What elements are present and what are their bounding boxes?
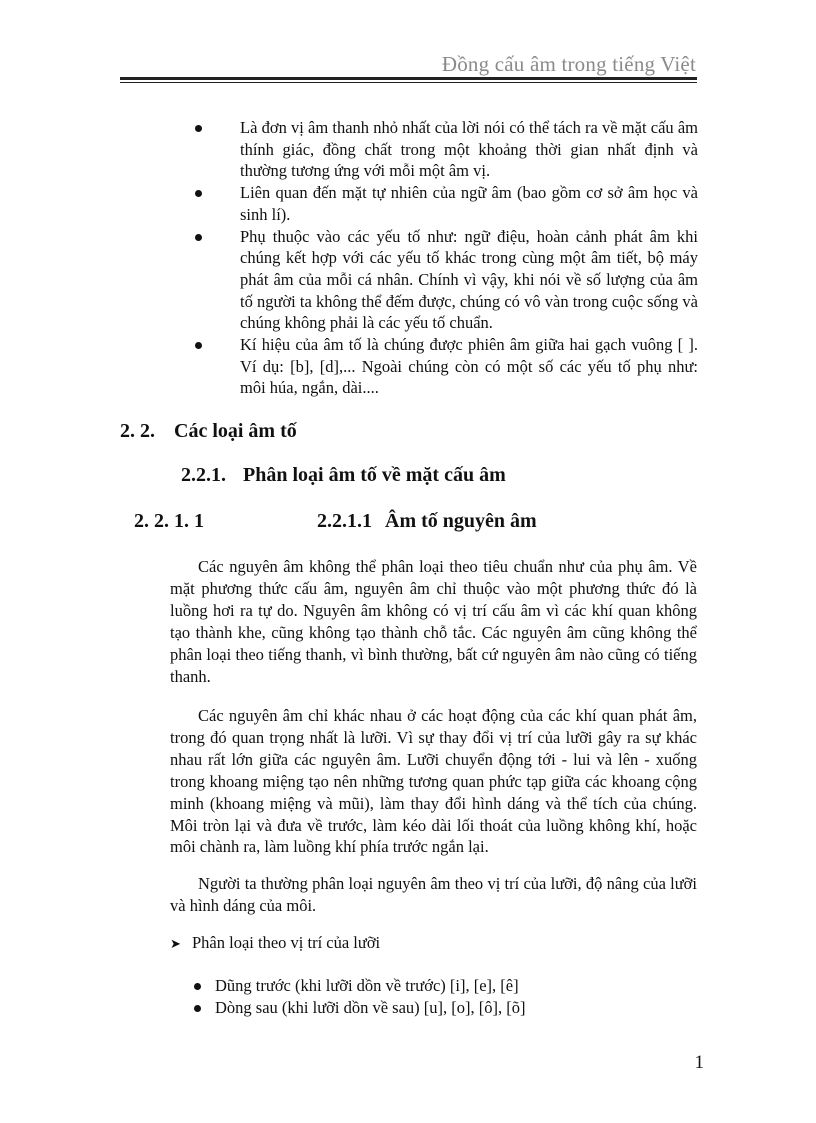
header-rule-thick [120, 77, 697, 80]
page-number: 1 [694, 1052, 704, 1073]
list-item: Liên quan đến mặt tự nhiên của ngữ âm (bao gồm cơ sở âm học và sinh lí). [216, 182, 698, 225]
list-item: Dũng trước (khi lưỡi dồn về trước) [i], [e], [ê] [194, 975, 525, 997]
section-heading-2-2 [120, 420, 297, 443]
section-number: 2.2.1. [181, 464, 226, 486]
bullet-dot-icon [194, 1005, 201, 1012]
arrow-right-icon: ➤ [170, 936, 181, 951]
bullet-dot-icon [194, 983, 201, 990]
tongue-position-list [194, 975, 525, 1019]
list-item: Phụ thuộc vào các yếu tố như: ngữ điệu, hoàn cảnh phát âm khi chúng kết hợp với các yếu tố khác trong cùng một âm tiết, bộ máy phát âm của mỗi cá nhân. Chính vì vậy, khi nói về số lượng của âm tố người ta không thể đếm được, chúng có vô vàn trong cuộc sống và chúng không phải là các yếu tố chuẩn. [216, 226, 698, 335]
running-header-title: Đồng cấu âm trong tiếng Việt [441, 52, 696, 76]
bullet-dot-icon [195, 234, 202, 241]
section-number: 2. 2. 1. 1 [134, 510, 204, 532]
section-number: 2. 2. [120, 420, 155, 442]
header-rule-thin [120, 82, 697, 83]
list-item: Là đơn vị âm thanh nhỏ nhất của lời nói có thể tách ra về mặt cấu âm thính giác, đồng chất trong một khoảng thời gian nhất định và thường tương ứng với mỗi một âm vị. [216, 117, 698, 182]
bullet-dot-icon [195, 342, 202, 349]
section-heading-2-2-1 [181, 464, 506, 487]
section-number-secondary: 2.2.1.1 [317, 510, 372, 532]
bullet-dot-icon [195, 190, 202, 197]
list-item: Kí hiệu của âm tố là chúng được phiên âm giữa hai gạch vuông [ ]. Ví dụ: [b], [d],... Ngoài chúng còn có một số các yếu tố phụ như: môi húa, ngắn, dài.... [216, 334, 698, 399]
arrow-item-text: Phân loại theo vị trí của lưỡi [192, 933, 381, 952]
bullet-dot-icon [195, 125, 202, 132]
section-title: Âm tố nguyên âm [385, 510, 537, 532]
body-paragraph: Các nguyên âm chỉ khác nhau ở các hoạt động của các khí quan phát âm, trong đó quan trọng nhất là lưỡi. Vì sự thay đổi vị trí của lưỡi gây ra sự khác nhau rất lớn giữa các nguyên âm. Lưỡi chuyển động tới - lui và lên - xuống trong khoang miệng tạo nên những tương quan phức tạp giữa các khoang cộng minh (khoang miệng và mũi), làm thay đổi hình dáng và thể tích của chúng. Môi tròn lại và đưa về trước, làm kéo dài lối thoát của luồng không khí, hoặc môi chành ra, làm luồng khí phía trước ngắn lại. [170, 706, 697, 857]
body-paragraph: Các nguyên âm không thể phân loại theo tiêu chuẩn như của phụ âm. Về mặt phương thức cấu âm, nguyên âm chỉ thuộc vào một phương thức đó là luồng hơi ra tự do. Nguyên âm không có vị trí cấu âm vì các khí quan không tạo thành khe, cũng không tạo thành chỗ tắc. Các nguyên âm cũng không thể phân loại theo tiếng thanh, vì bình thường, bất cứ nguyên âm nào cũng có tiếng thanh. [170, 557, 697, 686]
arrow-list-item [170, 933, 380, 953]
body-paragraph: Người ta thường phân loại nguyên âm theo vị trí của lưỡi, độ nâng của lưỡi và hình dáng của môi. [170, 874, 697, 915]
section-title: Các loại âm tố [174, 420, 297, 442]
section-title: Phân loại âm tố về mặt cấu âm [243, 464, 506, 486]
list-item: Dòng sau (khi lưỡi dồn về sau) [u], [o], [ô], [õ] [194, 997, 525, 1019]
phone-characteristics-list [216, 117, 698, 399]
section-heading-2-2-1-1 [134, 510, 537, 533]
